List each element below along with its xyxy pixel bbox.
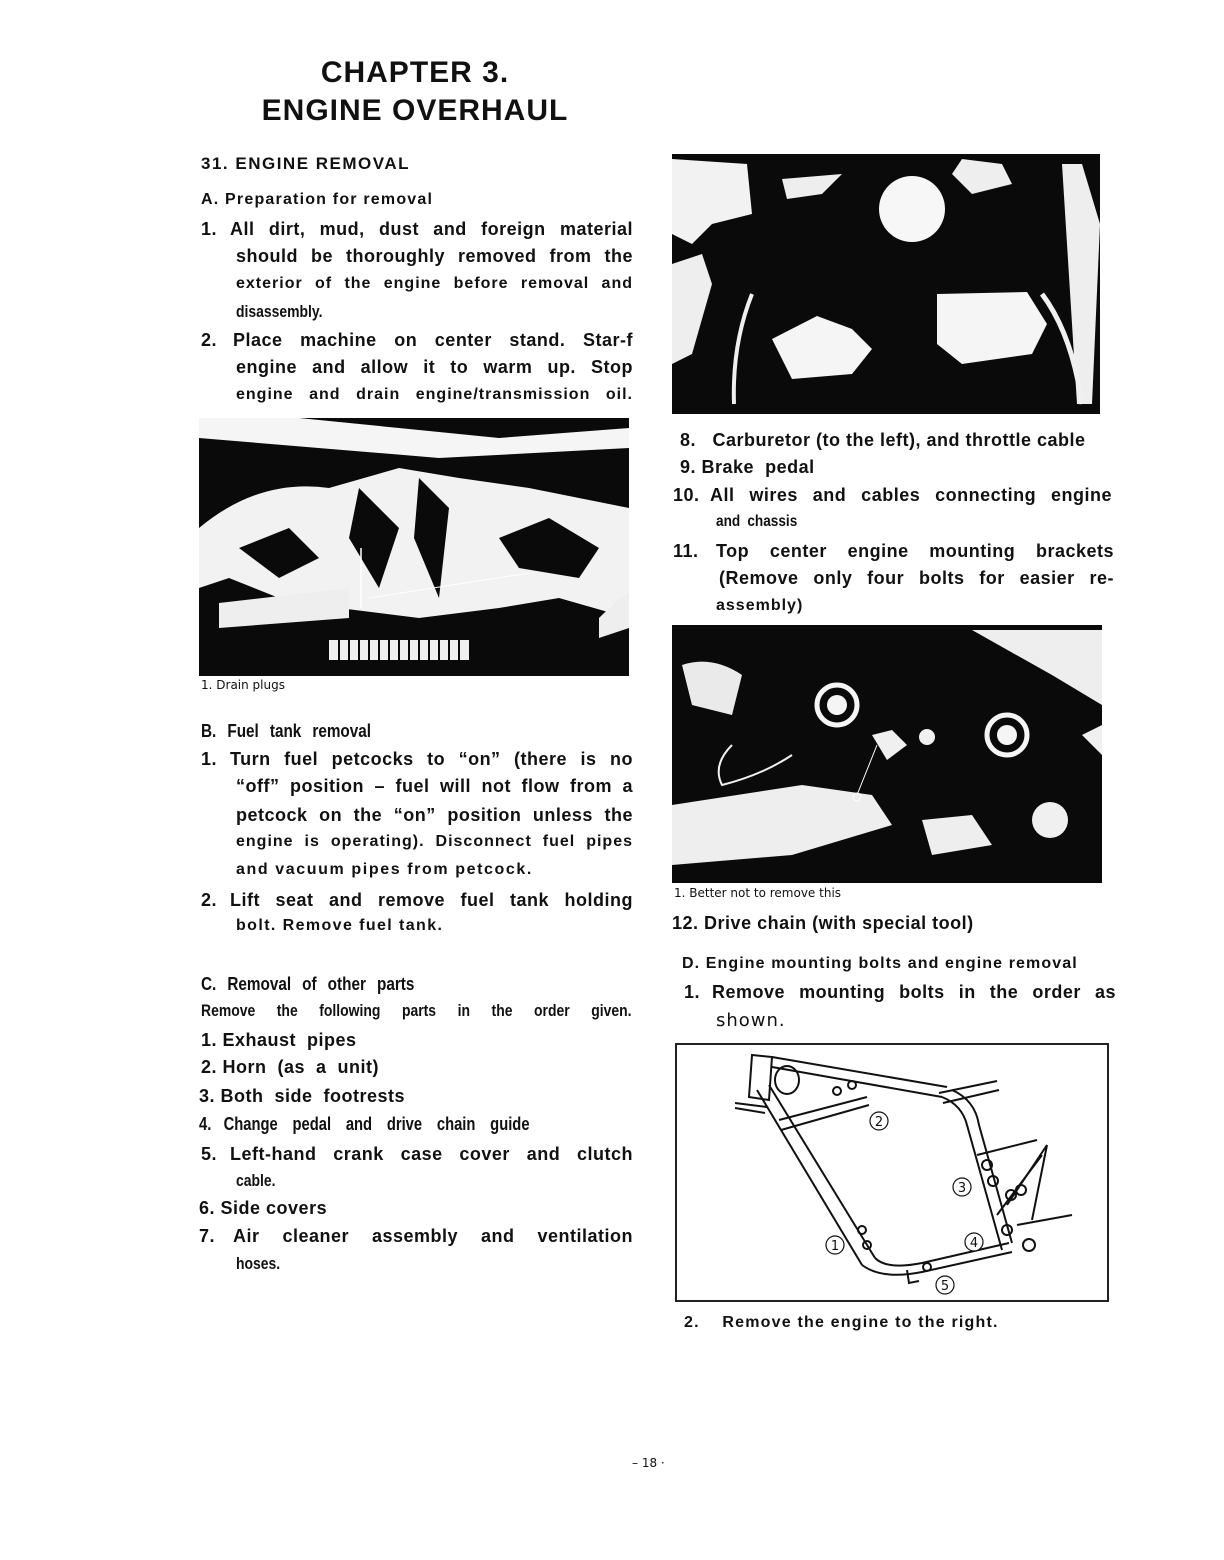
part-c-item5: Left-hand crank case cover and clutch [230, 1144, 633, 1164]
part-c-item6: 6. Side covers [199, 1198, 328, 1218]
chapter-title-line2: ENGINE OVERHAUL [261, 94, 569, 127]
diagram-label-3: 3 [957, 1181, 967, 1196]
drain-plugs-photo [199, 418, 629, 676]
part-b-item1-line2: “off” position – fuel will not flow from a [236, 776, 633, 796]
part-d-item1: Remove mounting bolts in the order as [712, 982, 1116, 1002]
part-c-item7: Air cleaner assembly and ventilation [233, 1226, 633, 1246]
part-a-item1-line4: disassembly. [236, 302, 323, 321]
part-b-item1-line1: Turn fuel petcocks to “on” (there is no [230, 749, 633, 769]
engine-mounting-bolts-diagram [675, 1043, 1109, 1302]
mounting-bracket-photo [672, 625, 1102, 883]
part-a-item2-line1: Place machine on center stand. Star-f [233, 330, 633, 350]
part-a-item1-line1: All dirt, mud, dust and foreign material [230, 219, 633, 239]
part-d-item1-num: 1. [684, 982, 701, 1002]
part-c-item9: 9. Brake pedal [680, 457, 815, 477]
part-b-item1-line5: and vacuum pipes from petcock. [236, 861, 533, 878]
part-c-item1: 1. Exhaust pipes [201, 1030, 357, 1050]
part-c-item10-num: 10. [673, 485, 700, 505]
part-c-heading: C. Removal of other parts [201, 974, 415, 994]
chapter-title-line1: CHAPTER 3. [320, 56, 510, 89]
part-a-item1-num: 1. [201, 219, 218, 239]
part-c-intro: Remove the following parts in the order given. [201, 1001, 632, 1020]
part-c-item11-cont: (Remove only four bolts for easier re- [719, 568, 1114, 588]
drain-plugs-caption: 1. Drain plugs [201, 678, 285, 692]
part-c-item12: 12. Drive chain (with special tool) [672, 913, 974, 933]
part-b-item1-line3: petcock on the “on” position unless the [236, 805, 633, 825]
part-b-item2-num: 2. [201, 890, 218, 910]
part-c-item4: 4. Change pedal and drive chain guide [199, 1114, 530, 1134]
part-a-item2-num: 2. [201, 330, 218, 350]
part-c-item5-cont: cable. [236, 1171, 276, 1190]
part-d-item1-cont: shown. [716, 1010, 786, 1031]
diagram-label-2: 2 [874, 1115, 884, 1130]
carburetor-photo [672, 154, 1100, 414]
part-b-item2-line2: bolt. Remove fuel tank. [236, 917, 444, 934]
part-c-item10: All wires and cables connecting engine [710, 485, 1112, 505]
part-a-item1-line3: exterior of the engine before removal and [236, 275, 633, 292]
page-number: – 18 · [632, 1456, 665, 1470]
part-a-item2-line2: engine and allow it to warm up. Stop [236, 357, 633, 377]
part-b-item2-line1: Lift seat and remove fuel tank holding [230, 890, 633, 910]
better-not-remove-caption: 1. Better not to remove this [674, 886, 842, 900]
part-c-item11-num: 11. [673, 541, 699, 561]
diagram-label-1: 1 [830, 1239, 840, 1254]
diagram-label-4: 4 [969, 1236, 979, 1251]
part-a-item1-line2: should be thoroughly removed from the [236, 246, 633, 266]
part-c-item5-num: 5. [201, 1144, 218, 1164]
part-b-heading: B. Fuel tank removal [201, 721, 372, 741]
part-c-item8: 8. Carburetor (to the left), and throttle cable [680, 430, 1086, 450]
diagram-label-5: 5 [940, 1279, 950, 1294]
part-b-item1-line4: engine is operating). Disconnect fuel pipes [236, 833, 633, 850]
part-a-heading: A. Preparation for removal [201, 191, 434, 208]
part-c-item11-cont2: assembly) [716, 597, 804, 614]
part-c-item3: 3. Both side footrests [199, 1086, 406, 1106]
part-c-item11: Top center engine mounting brackets [716, 541, 1114, 561]
part-a-item2-line3: engine and drain engine/transmission oil. [236, 386, 633, 403]
part-c-item10-cont: and chassis [716, 513, 798, 530]
part-c-item7-cont: hoses. [236, 1254, 281, 1273]
part-c-item7-num: 7. [199, 1226, 216, 1246]
part-c-item2: 2. Horn (as a unit) [201, 1057, 380, 1077]
part-d-heading: D. Engine mounting bolts and engine removal [682, 955, 1078, 972]
section-heading: 31. ENGINE REMOVAL [201, 154, 410, 173]
part-d-item2: 2. Remove the engine to the right. [684, 1314, 999, 1331]
part-b-item1-num: 1. [201, 749, 218, 769]
